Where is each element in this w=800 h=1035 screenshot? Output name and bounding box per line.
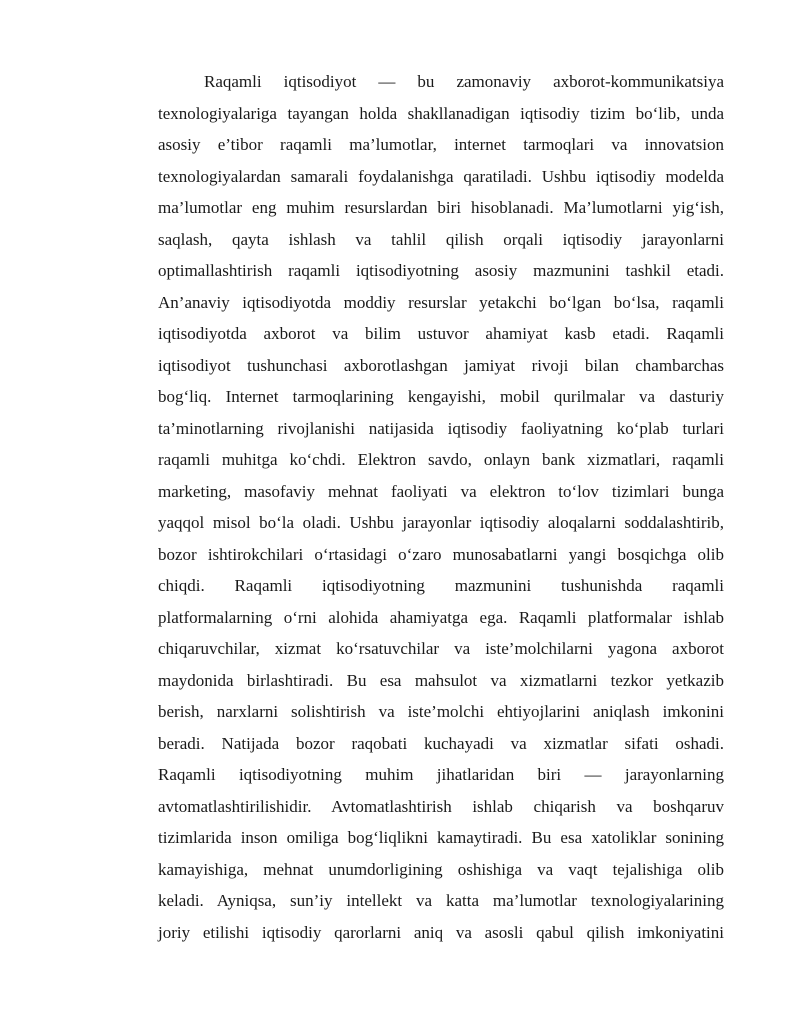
paragraph-line: chiqdi. Raqamli iqtisodiyotning mazmunini tushunishda raqamli — [158, 576, 724, 596]
paragraph-line: keladi. Ayniqsa, sun’iy intellekt va katta ma’lumotlar texnologiyalarining — [158, 891, 724, 911]
paragraph-line: bog‘liq. Internet tarmoqlarining kengayishi, mobil qurilmalar va dasturiy — [158, 387, 724, 407]
paragraph-line: asosiy e’tibor raqamli ma’lumotlar, internet tarmoqlari va innovatsion — [158, 135, 724, 155]
paragraph-line: texnologiyalariga tayangan holda shakllanadigan iqtisodiy tizim bo‘lib, unda — [158, 103, 724, 123]
paragraph-line: saqlash, qayta ishlash va tahlil qilish orqali iqtisodiy jarayonlarni — [158, 229, 724, 249]
paragraph-line: yaqqol misol bo‘la oladi. Ushbu jarayonlar iqtisodiy aloqalarni soddalashtirib, — [158, 513, 724, 533]
paragraph-line: iqtisodiyot tushunchasi axborotlashgan jamiyat rivoji bilan chambarchas — [158, 355, 724, 375]
paragraph-line: bozor ishtirokchilari o‘rtasidagi o‘zaro munosabatlarni yangi bosqichga olib — [158, 544, 724, 564]
paragraph-line: maydonida birlashtiradi. Bu esa mahsulot va xizmatlarni tezkor yetkazib — [158, 670, 724, 690]
paragraph-line: optimallashtirish raqamli iqtisodiyotning asosiy mazmunini tashkil etadi. — [158, 261, 724, 281]
paragraph-line: kamayishiga, mehnat unumdorligining oshishiga va vaqt tejalishiga olib — [158, 859, 724, 879]
paragraph-line: Raqamli iqtisodiyotning muhim jihatlaridan biri — jarayonlarning — [158, 765, 724, 785]
paragraph-line: iqtisodiyotda axborot va bilim ustuvor ahamiyat kasb etadi. Raqamli — [158, 324, 724, 344]
paragraph-line: texnologiyalardan samarali foydalanishga qaratiladi. Ushbu iqtisodiy modelda — [158, 166, 724, 186]
paragraph-line: chiqaruvchilar, xizmat ko‘rsatuvchilar va iste’molchilarni yagona axborot — [158, 639, 724, 659]
paragraph-line: raqamli muhitga ko‘chdi. Elektron savdo, onlayn bank xizmatlari, raqamli — [158, 450, 724, 470]
paragraph-line: Raqamli iqtisodiyot — bu zamonaviy axborot-kommunikatsiya — [204, 72, 724, 91]
paragraph-line: marketing, masofaviy mehnat faoliyati va elektron to‘lov tizimlari bunga — [158, 481, 724, 501]
paragraph-line: berish, narxlarni solishtirish va iste’molchi ehtiyojlarini aniqlash imkonini — [158, 702, 724, 722]
paragraph-line: avtomatlashtirilishidir. Avtomatlashtirish ishlab chiqarish va boshqaruv — [158, 796, 724, 816]
paragraph-line: platformalarning o‘rni alohida ahamiyatga ega. Raqamli platformalar ishlab — [158, 607, 724, 627]
paragraph-line: ma’lumotlar eng muhim resurslardan biri hisoblanadi. Ma’lumotlarni yig‘ish, — [158, 198, 724, 218]
paragraph-line: joriy etilishi iqtisodiy qarorlarni aniq va asosli qabul qilish imkoniyatini — [158, 922, 724, 942]
body-paragraph — [158, 66, 724, 948]
paragraph-line: An’anaviy iqtisodiyotda moddiy resurslar yetakchi bo‘lgan bo‘lsa, raqamli — [158, 292, 724, 312]
paragraph-line: tizimlarida inson omiliga bog‘liqlikni kamaytiradi. Bu esa xatoliklar sonining — [158, 828, 724, 848]
paragraph-line: beradi. Natijada bozor raqobati kuchayadi va xizmatlar sifati oshadi. — [158, 733, 724, 753]
paragraph-line: ta’minotlarning rivojlanishi natijasida iqtisodiy faoliyatning ko‘plab turlari — [158, 418, 724, 438]
